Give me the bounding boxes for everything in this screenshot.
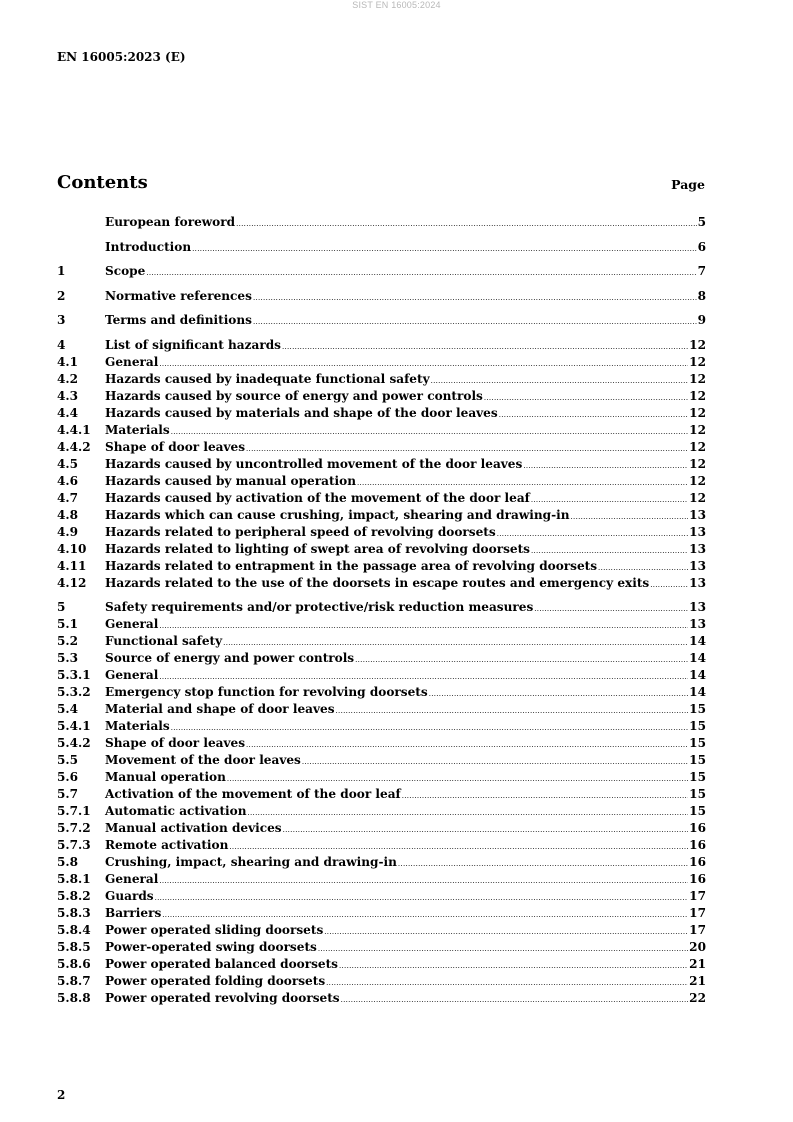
toc-entry[interactable]	[57, 239, 706, 256]
toc-entry[interactable]	[57, 667, 706, 684]
toc-dot-leader	[341, 992, 689, 1009]
toc-entry-number: 1	[57, 264, 66, 278]
toc-entry-page: 9	[697, 313, 706, 327]
toc-entry[interactable]	[57, 541, 706, 558]
toc-entry[interactable]	[57, 735, 706, 752]
toc-entry-number: 4.5	[57, 456, 79, 471]
toc-entry-number: 4.9	[57, 524, 79, 539]
toc-entry-number: 4.2	[57, 371, 79, 386]
toc-dot-leader	[248, 805, 689, 822]
toc-entry-page: 15	[689, 719, 706, 733]
toc-entry-page: 6	[697, 239, 706, 254]
toc-entry-title: Terms and definitions	[105, 313, 252, 327]
watermark: SIST EN 16005:2024	[352, 0, 441, 10]
toc-entry-page: 16	[689, 821, 706, 835]
toc-entry-title: Hazards related to peripheral speed of revolving doorsets	[105, 524, 496, 539]
toc-entry-title: Automatic activation	[105, 804, 247, 818]
toc-entry[interactable]	[57, 616, 706, 633]
toc-entry-number: 2	[57, 288, 66, 303]
toc-entry-page: 14	[689, 685, 706, 699]
toc-entry[interactable]	[57, 888, 706, 905]
toc-entry-title: Power operated revolving doorsets	[105, 991, 340, 1005]
toc-entry-page: 13	[689, 575, 706, 590]
toc-entry[interactable]	[57, 456, 706, 473]
toc-entry-title: Barriers	[105, 906, 162, 920]
toc-entry-page: 12	[689, 473, 706, 488]
toc-dot-leader	[282, 339, 688, 356]
toc-entry-title: Shape of door leaves	[105, 439, 246, 454]
toc-entry[interactable]	[57, 599, 706, 616]
toc-entry-title: Remote activation	[105, 838, 229, 852]
toc-entry-page: 14	[689, 651, 706, 665]
toc-entry-title: Hazards caused by activation of the movement of the door leaf	[105, 490, 530, 505]
toc-entry-number: 5.4.1	[57, 719, 91, 733]
toc-entry[interactable]	[57, 650, 706, 667]
toc-entry[interactable]	[57, 490, 706, 507]
toc-entry-number: 4.11	[57, 558, 87, 573]
toc-entry[interactable]	[57, 752, 706, 769]
toc-entry-page: 12	[689, 405, 706, 420]
toc-entry[interactable]	[57, 956, 706, 973]
toc-dot-leader	[398, 856, 688, 873]
toc-entry-page: 15	[689, 787, 706, 801]
toc-entry[interactable]	[57, 939, 706, 956]
toc-entry[interactable]	[57, 263, 706, 280]
toc-dot-leader	[336, 703, 689, 720]
toc-entry-title: General	[105, 668, 159, 682]
toc-entry-number: 5.3.2	[57, 685, 91, 699]
toc-entry-page: 15	[689, 804, 706, 818]
toc-entry-page: 21	[689, 957, 706, 971]
toc-entry-title: Power operated sliding doorsets	[105, 923, 324, 937]
toc-entry-page: 17	[689, 923, 706, 937]
toc-entry-page: 12	[689, 439, 706, 454]
toc-entry[interactable]	[57, 854, 706, 871]
toc-entry[interactable]	[57, 922, 706, 939]
toc-entry-number: 5.8.7	[57, 974, 91, 988]
toc-entry-page: 14	[689, 668, 706, 682]
toc-entry-number: 4.3	[57, 388, 79, 403]
toc-entry-number: 5.2	[57, 634, 79, 648]
toc-entry-number: 5.8.1	[57, 872, 91, 886]
toc-entry-title: Source of energy and power controls	[105, 651, 355, 665]
toc-entry[interactable]	[57, 803, 706, 820]
toc-entry[interactable]	[57, 388, 706, 405]
toc-entry-title: Crushing, impact, shearing and drawing-in	[105, 855, 397, 869]
toc-entry-number: 5.4.2	[57, 736, 91, 750]
toc-entry-title: Shape of door leaves	[105, 736, 246, 750]
toc-dot-leader	[253, 314, 697, 331]
toc-entry-number: 5.8	[57, 855, 79, 869]
document-id: EN 16005:2023 (E)	[57, 50, 186, 64]
toc-dot-leader	[318, 941, 688, 958]
toc-dot-leader	[324, 924, 688, 941]
toc-entry[interactable]	[57, 973, 706, 990]
toc-dot-leader	[499, 407, 688, 424]
toc-entry-number: 4.12	[57, 575, 87, 590]
toc-entry-number: 5.8.5	[57, 940, 91, 954]
toc-entry-title: Materials	[105, 719, 170, 733]
toc-entry[interactable]	[57, 288, 706, 305]
toc-entry-page: 5	[697, 215, 706, 229]
toc-entry-page: 16	[689, 838, 706, 852]
toc-entry-number: 5.5	[57, 753, 79, 767]
toc-entry-number: 4.7	[57, 490, 79, 505]
toc-dot-leader	[146, 265, 696, 282]
toc-entry-page: 15	[689, 753, 706, 767]
toc-dot-leader	[302, 754, 688, 771]
toc-entry-number: 5.1	[57, 617, 79, 631]
toc-entry[interactable]	[57, 337, 706, 354]
toc-entry-number: 5.7.1	[57, 804, 91, 818]
toc-entry-title: Hazards which can cause crushing, impact, shearing and drawing-in	[105, 507, 570, 522]
toc-entry-title: Hazards caused by manual operation	[105, 473, 356, 488]
toc-dot-leader	[236, 216, 696, 233]
toc-entry[interactable]	[57, 312, 706, 329]
toc-dot-leader	[171, 424, 688, 441]
toc-entry-page: 12	[689, 490, 706, 505]
toc-dot-leader	[192, 241, 696, 258]
toc-entry-number: 4	[57, 337, 66, 352]
toc-dot-leader	[159, 618, 688, 635]
toc-dot-leader	[429, 686, 688, 703]
toc-dot-leader	[534, 601, 688, 618]
toc-entry-number: 5.3.1	[57, 668, 91, 682]
toc-entry-page: 13	[689, 617, 706, 631]
toc-entry[interactable]	[57, 405, 706, 422]
toc-entry-title: Hazards related to entrapment in the passage area of revolving doorsets	[105, 558, 598, 573]
toc-entry-number: 5.4	[57, 702, 79, 716]
toc-entry[interactable]	[57, 558, 706, 575]
toc-entry-title: Normative references	[105, 288, 252, 303]
toc-entry[interactable]	[57, 769, 706, 786]
toc-entry-title: European foreword	[105, 215, 236, 229]
toc-entry-title: Safety requirements and/or protective/risk reduction measures	[105, 600, 534, 614]
toc-entry-title: Movement of the door leaves	[105, 753, 301, 767]
toc-entry-title: Scope	[105, 264, 146, 278]
toc-entry-number: 4.8	[57, 507, 79, 522]
toc-dot-leader	[253, 290, 697, 307]
toc-entry-number: 5.7.3	[57, 838, 91, 852]
toc-dot-leader	[484, 390, 688, 407]
toc-dot-leader	[283, 822, 689, 839]
toc-entry[interactable]	[57, 684, 706, 701]
toc-entry-title: Power operated balanced doorsets	[105, 957, 338, 971]
toc-entry-number: 5.8.2	[57, 889, 91, 903]
toc-entry[interactable]	[57, 990, 706, 1007]
toc-dot-leader	[155, 890, 689, 907]
toc-dot-leader	[171, 720, 688, 737]
toc-entry[interactable]	[57, 718, 706, 735]
toc-entry-page: 12	[689, 388, 706, 403]
toc-entry-title: Activation of the movement of the door leaf	[105, 787, 401, 801]
toc-entry-page: 15	[689, 702, 706, 716]
toc-entry[interactable]	[57, 575, 706, 592]
toc-dot-leader	[246, 737, 688, 754]
toc-entry-number: 4.4	[57, 405, 79, 420]
toc-dot-leader	[650, 577, 688, 594]
toc-entry-number: 4.6	[57, 473, 79, 488]
toc-entry-page: 12	[689, 456, 706, 471]
toc-entry[interactable]	[57, 786, 706, 803]
toc-dot-leader	[402, 788, 688, 805]
toc-entry-page: 16	[689, 855, 706, 869]
toc-entry-page: 13	[689, 600, 706, 614]
toc-entry-page: 13	[689, 541, 706, 556]
toc-entry-page: 16	[689, 872, 706, 886]
toc-entry-page: 13	[689, 507, 706, 522]
toc-entry-number: 4.4.1	[57, 422, 91, 437]
toc-entry[interactable]	[57, 633, 706, 650]
page-column-label: Page	[671, 177, 705, 192]
toc-entry[interactable]	[57, 473, 706, 490]
toc-entry[interactable]	[57, 820, 706, 837]
toc-entry-title: Introduction	[105, 239, 192, 254]
toc-entry-number: 4.4.2	[57, 439, 91, 454]
page-number: 2	[57, 1088, 66, 1102]
toc-entry[interactable]	[57, 524, 706, 541]
toc-entry-title: Hazards related to the use of the doorsets in escape routes and emergency exits	[105, 575, 650, 590]
toc-entry-page: 22	[689, 991, 706, 1005]
toc-entry-title: Power-operated swing doorsets	[105, 940, 317, 954]
toc-entry-title: Hazards caused by uncontrolled movement of the door leaves	[105, 456, 523, 471]
toc-entry[interactable]	[57, 871, 706, 888]
toc-entry-page: 12	[689, 371, 706, 386]
toc-dot-leader	[523, 458, 688, 475]
toc-entry-page: 14	[689, 634, 706, 648]
toc-entry-title: General	[105, 872, 159, 886]
toc-entry-title: Hazards caused by source of energy and power controls	[105, 388, 483, 403]
toc-entry-page: 17	[689, 906, 706, 920]
toc-entry-page: 12	[689, 422, 706, 437]
toc-entry-page: 12	[689, 337, 706, 352]
toc-entry-number: 5.8.3	[57, 906, 91, 920]
toc-entry[interactable]	[57, 214, 706, 231]
toc-entry-title: Material and shape of door leaves	[105, 702, 335, 716]
toc-entry[interactable]	[57, 371, 706, 388]
toc-entry[interactable]	[57, 439, 706, 456]
toc-entry[interactable]	[57, 354, 706, 371]
toc-entry-title: Functional safety	[105, 634, 223, 648]
contents-title: Contents	[57, 172, 148, 193]
toc-dot-leader	[355, 652, 688, 669]
toc-entry-page: 15	[689, 736, 706, 750]
toc-entry-number: 5.8.6	[57, 957, 91, 971]
toc-entry-title: General	[105, 617, 159, 631]
toc-entry-title: General	[105, 354, 159, 369]
toc-dot-leader	[571, 509, 689, 526]
table-of-contents	[57, 214, 706, 1007]
toc-dot-leader	[339, 958, 688, 975]
toc-dot-leader	[326, 975, 688, 992]
toc-entry[interactable]	[57, 905, 706, 922]
toc-entry-page: 8	[697, 288, 706, 303]
toc-entry-title: List of significant hazards	[105, 337, 281, 352]
toc-entry[interactable]	[57, 422, 706, 439]
toc-entry-page: 13	[689, 524, 706, 539]
toc-entry-page: 20	[689, 940, 706, 954]
toc-entry-title: Hazards caused by inadequate functional safety	[105, 371, 430, 386]
toc-entry-number: 5.6	[57, 770, 79, 784]
toc-dot-leader	[159, 873, 688, 890]
toc-entry-title: Power operated folding doorsets	[105, 974, 326, 988]
toc-entry-number: 5.7	[57, 787, 79, 801]
toc-entry-page: 15	[689, 770, 706, 784]
toc-entry-page: 12	[689, 354, 706, 369]
toc-entry-number: 5	[57, 600, 66, 614]
toc-entry-number: 5.8.4	[57, 923, 91, 937]
toc-entry-title: Manual activation devices	[105, 821, 282, 835]
toc-entry-title: Materials	[105, 422, 170, 437]
toc-entry-number: 3	[57, 313, 66, 327]
toc-entry-title: Hazards caused by materials and shape of the door leaves	[105, 405, 498, 420]
toc-entry-number: 5.8.8	[57, 991, 91, 1005]
toc-entry-page: 17	[689, 889, 706, 903]
toc-entry-page: 7	[697, 264, 706, 278]
toc-entry-title: Manual operation	[105, 770, 226, 784]
toc-entry-page: 21	[689, 974, 706, 988]
toc-entry-page: 13	[689, 558, 706, 573]
toc-entry-title: Guards	[105, 889, 154, 903]
toc-entry[interactable]	[57, 837, 706, 854]
toc-entry-number: 4.1	[57, 354, 79, 369]
toc-entry[interactable]	[57, 507, 706, 524]
toc-entry-title: Emergency stop function for revolving doorsets	[105, 685, 428, 699]
toc-entry-number: 5.3	[57, 651, 79, 665]
toc-entry[interactable]	[57, 701, 706, 718]
toc-entry-number: 5.7.2	[57, 821, 91, 835]
toc-entry-number: 4.10	[57, 541, 87, 556]
toc-entry-title: Hazards related to lighting of swept area of revolving doorsets	[105, 541, 530, 556]
